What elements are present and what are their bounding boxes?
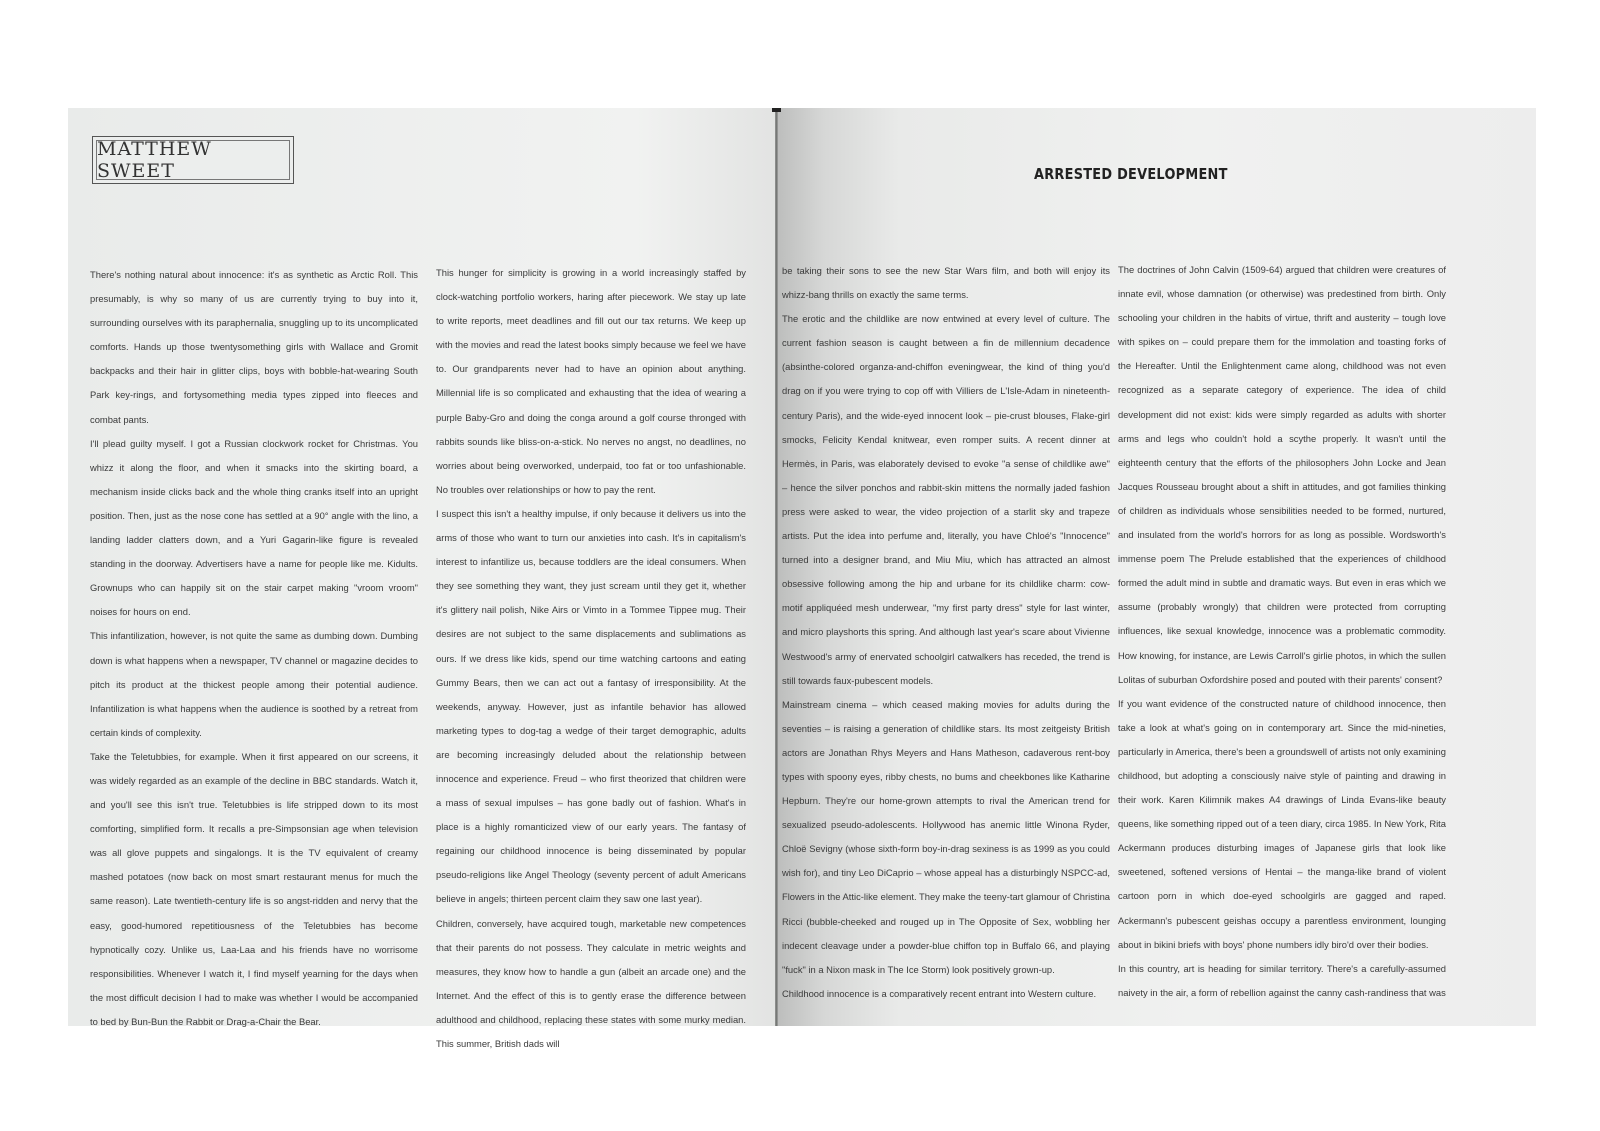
text-column-1 [90,263,418,1034]
paragraph: If you want evidence of the constructed nature of childhood innocence, then take a look at what's going on in contemporary art. Since the mid-nineties, particularly in America, there's been a groundswell of artists not only examining childhood, but adopting a consciously naive style of painting and drawing in their work. Karen Kilimnik makes A4 drawings of Linda Evans-like beauty queens, like something ripped out of a teen diary, circa 1985. In New York, Rita Ackermann produces disturbing images of Japanese girls that look like sweetened, softened versions of Hentai – the manga-like brand of violent cartoon porn in which doe-eyed schoolgirls are gagged and raped. Ackermann's pubescent geishas occupy a parentless environment, lounging about in bikini briefs with boys' phone numbers idly biro'd over their bodies. [1118,697,1446,950]
paragraph: Childhood innocence is a comparatively recent entrant into Western culture. [782,987,1097,999]
author-name: MATTHEW SWEET [96,140,290,180]
paragraph: Take the Teletubbies, for example. When it first appeared on our screens, it was widely regarded as an example of the decline in BBC standards. Watch it, and you'll see this isn't true. Teletubbies is life stripped down to its most comforting, simplified form. It recalls a pre-Simpsonsian age when television was all glove puppets and singalongs. It is the TV equivalent of creamy mashed potatoes (now back on most smart restaurant menus for much the same reason). Late twentieth-century life is so angst-ridden and nervy that the easy, good-humored repetitiousness of the Teletubbies has become hypnotically cozy. Unlike us, Laa-Laa and his friends have no worrisome responsibilities. Whenever I watch it, I find myself yearning for the days when the most difficult decision I had to make was whether I would be accompanied to bed by Bun-Bun the Rabbit or Drag-a-Chair the Bear. [90,750,418,1027]
paragraph: There's nothing natural about innocence: it's as synthetic as Arctic Roll. This presumably, is why so many of us are currently trying to buy into it, surrounding ourselves with its paraphernalia, snuggling up to its uncomplicated comforts. Hands up those twentysomething girls with Wallace and Gromit backpacks and their hair in glitter clips, boys with bobble-hat-wearing South Park key-rings, and fortysomething media types zipped into fleeces and combat pants. [90,269,418,425]
paragraph: be taking their sons to see the new Star Wars film, and both will enjoy its whizz-bang thrills on exactly the same terms. [782,265,1110,301]
paragraph: The doctrines of John Calvin (1509-64) argued that children were creatures of innate evil, whose damnation (or otherwise) was predestined from birth. Only schooling your children in the habits of virtue, thrift and austerity – tough love with spikes on – could prepare them for the immolation and toasting forks of the Hereafter. Until the Enlightenment came along, childhood was not even recognized as a separate category of experience. The idea of child development did not exist: kids were simply regarded as adults with shorter arms and legs who couldn't hold a scythe properly. It wasn't until the eighteenth century that the efforts of the philosophers John Locke and Jean Jacques Rousseau brought about a shift in attitudes, and got families thinking of children as individuals whose sensibilities needed to be formed, nurtured, and insulated from the world's horrors for as long as possible. Wordsworth's immense poem The Prelude established that the experiences of childhood formed the adult mind in subtle and dramatic ways. But even in eras which we assume (probably wrongly) that children were protected from corrupting influences, like sexual knowledge, innocence was a problematic commodity. How knowing, for instance, are Lewis Carroll's girlie photos, in which the sullen Lolitas of suburban Oxfordshire posed and pouted with their parents' consent? [1118,264,1446,685]
paragraph: Children, conversely, have acquired tough, marketable new competences that their parents do not possess. They calculate in metric weights and measures, they know how to handle a gun (albeit an arcade one) and the Internet. And the effect of this is to gently erase the difference between adulthood and childhood, replacing these states with some murky median. This summer, British dads will [436,917,746,1049]
gutter-mark [772,108,781,112]
book-spread [68,108,1536,1049]
paragraph: In this country, art is heading for similar territory. There's a carefully-assumed naivety in the air, a form of rebellion against the canny cash-randiness that was [1118,962,1446,998]
paragraph: Mainstream cinema – which ceased making movies for adults during the seventies – is raising a generation of childlike stars. Its most zeitgeisty British actors are Jonathan Rhys Meyers and Hans Matheson, cadaverous rent-boy types with spoony eyes, ribby chests, no bums and cheekbones like Katharine Hepburn. They're our home-grown attempts to rival the American trend for sexualized pseudo-adolescents. Hollywood has anemic little Winona Ryder, Chloë Sevigny (whose sixth-form boy-in-drag sexiness is as 1999 as you could wish for), and tiny Leo DiCaprio – whose appeal has a disturbingly NSPCC-ad, Flowers in the Attic-like element. They make the teeny-tart glamour of Christina Ricci (bubble-cheeked and rouged up in The Opposite of Sex, wobbling her indecent cleavage under a powder-blue chiffon top in Buffalo 66, and playing "fuck" in a Nixon mask in The Ice Storm) look positively grown-up. [782,698,1110,975]
paragraph: The erotic and the childlike are now entwined at every level of culture. The current fashion season is caught between a fin de millennium decadence (absinthe-colored organza-and-chiffon eveningwear, the kind of thing you'd drag on if you were trying to cop off with Villiers de L'Isle-Adam in nineteenth-century Paris), and the wide-eyed innocent look – pie-crust blouses, Flake-girl smocks, Felicity Kendal knitwear, even romper suits. A recent dinner at Hermès, in Paris, was elaborately devised to evoke "a sense of childlike awe" – hence the silver ponchos and rabbit-skin mittens the normally jaded fashion press were asked to wear, the video projection of a starlit sky and trapeze artists. Put the idea into perfume and, literally, you have Chloé's "Innocence" turned into a designer brand, and Miu Miu, which has attracted an almost obsessive following among the hip and urbane for its childlike charm: cow-motif appliquéed mesh underwear, "my first party dress" style for last winter, and micro playshorts this spring. And although last year's scare about Vivienne Westwood's army of enervated schoolgirl catwalkers has receded, the trend is still towards faux-pubescent models. [782,313,1110,686]
paragraph: I suspect this isn't a healthy impulse, if only because it delivers us into the arms of those who want to turn our anxieties into cash. It's in capitalism's interest to infantilize us, because toddlers are the ideal consumers. When they see something they want, they just scream until they get it, whether it's glittery nail polish, Nike Airs or Vimto in a Tommee Tippee mug. Their desires are not subject to the same displacements and sublimations as ours. If we dress like kids, spend our time watching cartoons and eating Gummy Bears, then we can act out a fantasy of irresponsibility. At the weekends, anyway. However, just as infantile behavior has allowed marketing types to dog-tag a wedge of their target demographic, adults are becoming increasingly deluded about the relationship between innocence and experience. Freud – who first theorized that children were a mass of sexual impulses – has gone badly out of fashion. What's in place is a highly romanticized view of our early years. The fantasy of regaining our childhood innocence is being disseminated by popular pseudo-religions like Angel Theology (seventy percent of adult Americans believe in angels; thirteen percent claim they saw one last year). [436,507,746,905]
paragraph: This hunger for simplicity is growing in a world increasingly staffed by clock-watching portfolio workers, haring after piecework. We stay up late to write reports, meet deadlines and fill out our tax returns. We keep up with the movies and read the latest books simply because we feel we have to. Our grandparents never had to have an opinion about anything. Millennial life is so complicated and exhausting that the idea of wearing a purple Baby-Gro and doing the conga around a golf course thronged with rabbits sounds like bliss-on-a-stick. No nerves no angst, no deadlines, no worries about being overworked, underpaid, too fat or too unfashionable. No troubles over relationships or how to pay the rent. [436,267,746,495]
article-title: ARRESTED DEVELOPMENT [1034,165,1228,183]
text-column-4 [1118,258,1446,1005]
paragraph: This infantilization, however, is not quite the same as dumbing down. Dumbing down is what happens when a newspaper, TV channel or magazine decides to pitch its product at the thickest people among their potential audience. Infantilization is what happens when the audience is soothed by a retreat from certain kinds of complexity. [90,630,418,738]
left-page [68,108,778,1049]
text-column-3 [782,259,1110,1006]
book-gutter [775,108,778,1026]
author-name-box [92,136,294,184]
paragraph: I'll plead guilty myself. I got a Russian clockwork rocket for Christmas. You whizz it along the floor, and when it smacks into the skirting board, a mechanism inside clicks back and the whole thing cranks itself into an upright position. Then, just as the nose cone has settled at a 90° angle with the lino, a landing ladder clatters down, and a Yuri Gagarin-like figure is revealed standing in the doorway. Advertisers have a name for people like me. Kidults. Grownups who can happily sit on the stair carpet making "vroom vroom" noises for hours on end. [90,437,418,618]
text-column-2 [436,261,746,1056]
